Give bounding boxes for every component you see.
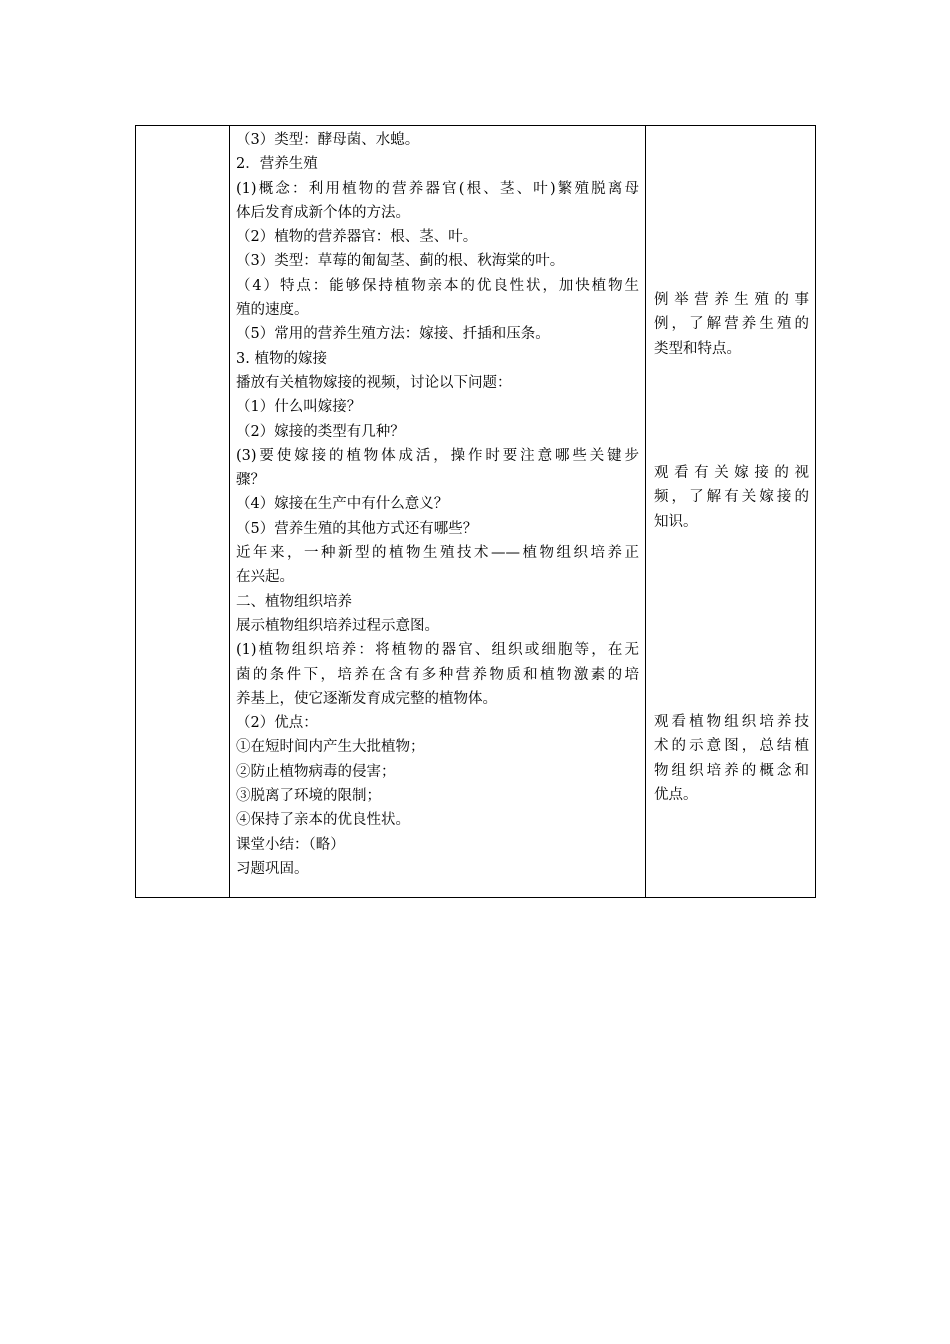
content-line: 殖的速度。 <box>236 302 309 319</box>
note-line: 频，了解有关嫁接的 <box>654 489 809 506</box>
content-line: (1)概念：利用植物的营养器官(根、茎、叶)繁殖脱离母 <box>236 180 639 197</box>
note-line: 优点。 <box>654 786 698 803</box>
content-line: 近年来，一种新型的植物生殖技术——植物组织培养正 <box>236 545 639 562</box>
content-line: （4）特点：能够保持植物亲本的优良性状，加快植物生 <box>236 277 639 294</box>
content-line: 2．营养生殖 <box>236 156 318 173</box>
table-column-left <box>136 126 230 897</box>
content-line: （4）嫁接在生产中有什么意义？ <box>236 496 449 513</box>
content-line: ④保持了亲本的优良性状。 <box>236 812 410 829</box>
content-line: (3)要使嫁接的植物体成活，操作时要注意哪些关键步 <box>236 447 639 464</box>
note-line: 观看植物组织培养技 <box>654 714 809 730</box>
content-line: 课堂小结：（略） <box>236 836 345 853</box>
lesson-plan-table <box>135 125 816 898</box>
content-line: 展示植物组织培养过程示意图。 <box>236 617 439 634</box>
note-line: 物组织培养的概念和 <box>654 762 809 779</box>
note-line: 观看有关嫁接的视 <box>654 465 809 481</box>
content-line: （5）常用的营养生殖方法：嫁接、扦插和压条。 <box>236 326 550 343</box>
table-column-content <box>230 126 646 897</box>
content-line: 在兴起。 <box>236 569 294 586</box>
note-line: 知识。 <box>654 513 698 530</box>
content-line: ①在短时间内产生大批植物； <box>236 739 425 756</box>
content-line: (1)植物组织培养：将植物的器官、组织或细胞等，在无 <box>236 642 639 659</box>
activity-note-grafting <box>654 461 809 534</box>
note-line: 例举营养生殖的事 <box>654 292 809 308</box>
content-line: 骤？ <box>236 472 265 489</box>
activity-note-reproduction <box>654 288 809 361</box>
content-line: 养基上，使它逐渐发育成完整的植物体。 <box>236 690 497 707</box>
content-line: 3. 植物的嫁接 <box>236 350 327 367</box>
table-column-activity <box>646 126 815 897</box>
note-line: 术的示意图，总结植 <box>654 738 809 755</box>
content-line: 体后发育成新个体的方法。 <box>236 204 410 221</box>
content-line: （5）营养生殖的其他方式还有哪些？ <box>236 520 478 537</box>
content-line: （2）植物的营养器官：根、茎、叶。 <box>236 229 478 246</box>
content-line: （1）什么叫嫁接？ <box>236 399 362 416</box>
content-line: （3）类型：酵母菌、水螅。 <box>236 132 420 148</box>
content-line: （2）优点： <box>236 715 318 732</box>
content-line: ②防止植物病毒的侵害； <box>236 763 396 780</box>
content-line: 二、植物组织培养 <box>236 593 352 610</box>
content-line: （2）嫁接的类型有几种？ <box>236 423 405 440</box>
activity-note-tissue-culture <box>654 710 809 807</box>
content-line: 习题巩固。 <box>236 860 309 877</box>
content-line: ③脱离了环境的限制； <box>236 788 381 805</box>
content-line: 播放有关植物嫁接的视频，讨论以下问题： <box>236 374 512 391</box>
note-line: 例，了解营养生殖的 <box>654 316 809 333</box>
note-line: 类型和特点。 <box>654 340 741 357</box>
content-line: （3）类型：草莓的匍匐茎、蓟的根、秋海棠的叶。 <box>236 253 565 270</box>
content-line: 菌的条件下，培养在含有多种营养物质和植物激素的培 <box>236 666 639 683</box>
